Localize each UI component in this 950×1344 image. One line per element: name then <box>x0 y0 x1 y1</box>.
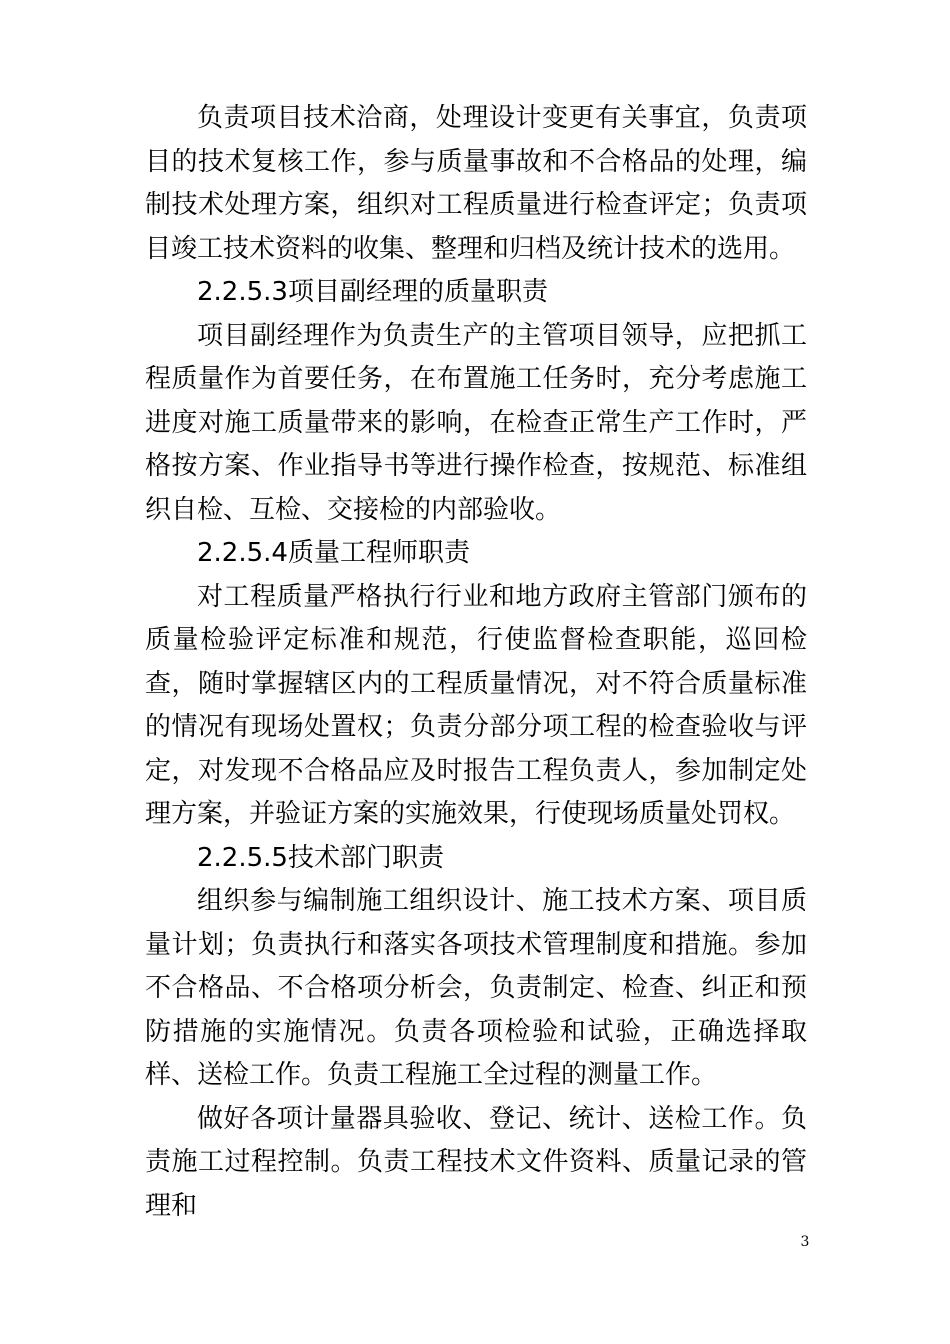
section-heading-technical-department: 2.2.5.5技术部门职责 <box>197 842 444 873</box>
page-number: 3 <box>800 1234 810 1250</box>
paragraph-technical-duties: 负责项目技术洽商，处理设计变更有关事宜，负责项目的技术复核工作，参与质量事故和不合格品的处理，编制技术处理方案，组织对工程质量进行检查评定；负责项目竣工技术资料的收集、整理和归档及统计技术的选用。 <box>145 103 807 264</box>
section-heading-quality-engineer: 2.2.5.4质量工程师职责 <box>197 538 470 568</box>
paragraph-measurement-control: 做好各项计量器具验收、登记、统计、送检工作。负责施工过程控制。负责工程技术文件资料、质量记录的管理和 <box>145 1103 807 1221</box>
paragraph-quality-engineer: 对工程质量严格执行行业和地方政府主管部门颁布的质量检验评定标准和规范，行使监督检查职能，巡回检查，随时掌握辖区内的工程质量情况，对不符合质量标准的情况有现场处置权；负责分部分项工程的检查验收与评定，对发现不合格品应及时报告工程负责人，参加制定处理方案，并验证方案的实施效果，行使现场质量处罚权。 <box>145 581 807 829</box>
section-heading-deputy-manager: 2.2.5.3项目副经理的质量职责 <box>197 277 548 307</box>
paragraph-technical-department: 组织参与编制施工组织设计、施工技术方案、项目质量计划；负责执行和落实各项技术管理制度和措施。参加不合格品、不合格项分析会，负责制定、检查、纠正和预防措施的实施情况。负责各项检验和试验，正确选择取样、送检工作。负责工程施工全过程的测量工作。 <box>145 886 807 1090</box>
document-body <box>145 97 807 1228</box>
paragraph-deputy-manager: 项目副经理作为负责生产的主管项目领导，应把抓工程质量作为首要任务，在布置施工任务时，充分考虑施工进度对施工质量带来的影响，在检查正常生产工作时，严格按方案、作业指导书等进行操作检查，按规范、标准组织自检、互检、交接检的内部验收。 <box>145 320 807 525</box>
